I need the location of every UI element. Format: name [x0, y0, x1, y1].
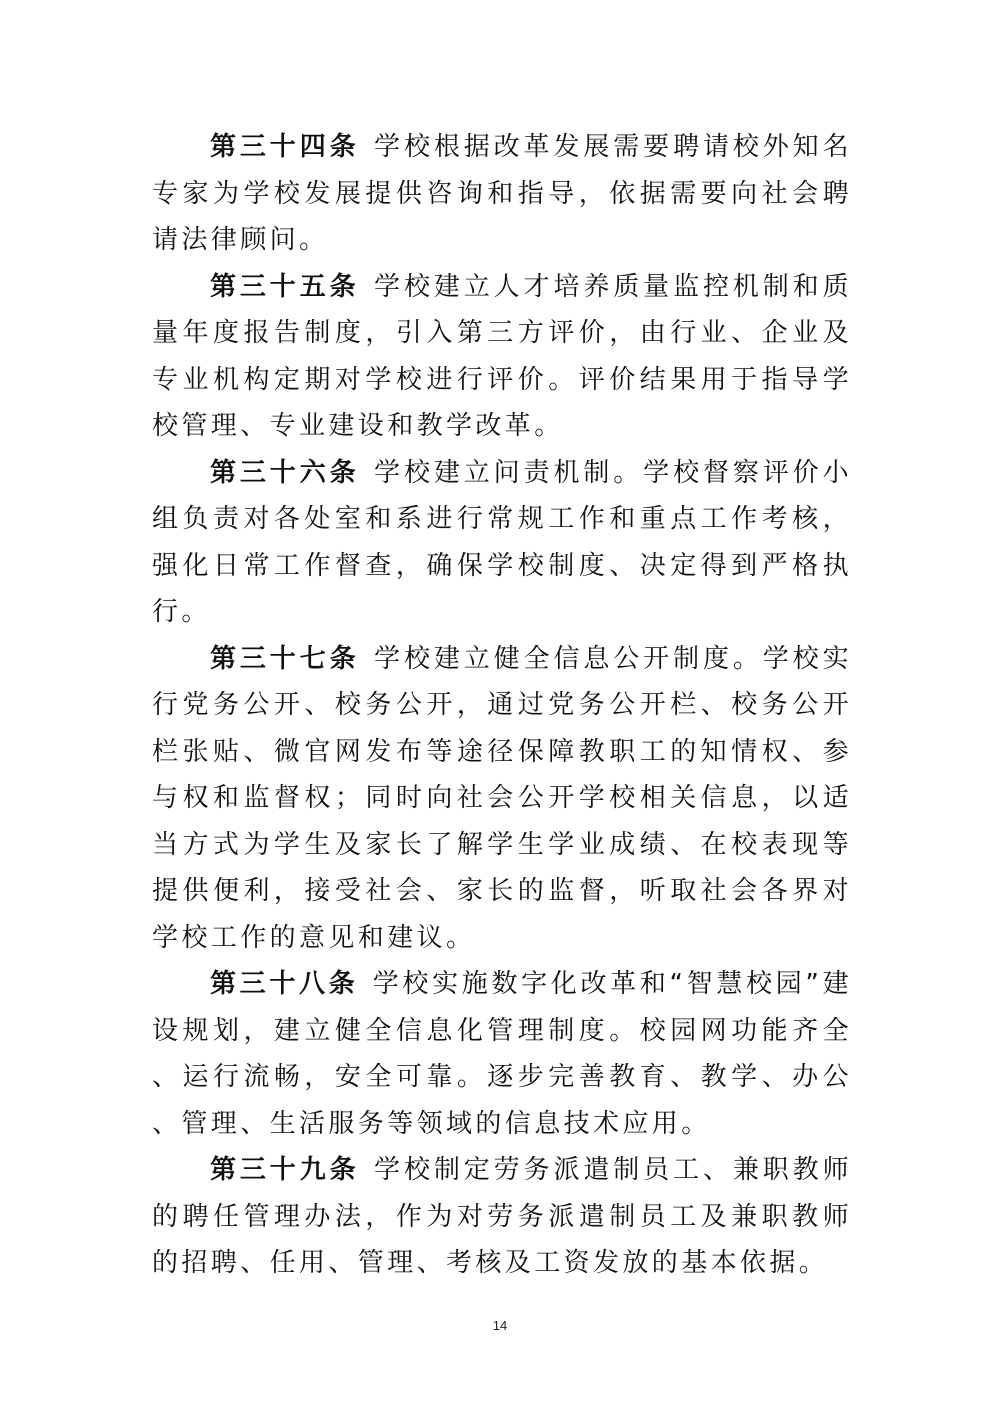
- article-text: 学校制定劳务派遣制员工、兼职教师的聘任管理办法，作为对劳务派遣制员工及兼职教师的招聘、任用、管理、考核及工资发放的基本依据。: [152, 1155, 852, 1278]
- article-35: [152, 264, 852, 450]
- article-number: 第三十七条: [210, 643, 360, 674]
- article-text: 学校建立健全信息公开制度。学校实行党务公开、校务公开，通过党务公开栏、校务公开栏张贴、微官网发布等途径保障教职工的知情权、参与权和监督权；同时向社会公开学校相关信息，以适当方式为学生及家长了解学生学业成绩、在校表现等提供便利，接受社会、家长的监督，听取社会各界对学校工作的意见和建议。: [152, 643, 852, 953]
- article-39: [152, 1147, 852, 1287]
- article-text: 学校建立问责机制。学校督察评价小组负责对各处室和系进行常规工作和重点工作考核，强化日常工作督查，确保学校制度、决定得到严格执行。: [152, 457, 852, 627]
- page-number: 14: [492, 1318, 508, 1333]
- article-37: [152, 636, 852, 962]
- article-number: 第三十九条: [210, 1155, 360, 1185]
- article-36: [152, 450, 852, 636]
- article-text: 学校根据改革发展需要聘请校外知名专家为学校发展提供咨询和指导，依据需要向社会聘请法律顾问。: [152, 132, 852, 255]
- article-text: 学校实施数字化改革和“智慧校园”建设规划，建立健全信息化管理制度。校园网功能齐全、运行流畅，安全可靠。逐步完善教育、教学、办公、管理、生活服务等领域的信息技术应用。: [152, 969, 852, 1139]
- article-number: 第三十五条: [210, 271, 360, 302]
- article-text: 学校建立人才培养质量监控机制和质量年度报告制度，引入第三方评价，由行业、企业及专业机构定期对学校进行评价。评价结果用于指导学校管理、专业建设和教学改革。: [152, 271, 852, 441]
- article-number: 第三十八条: [210, 969, 359, 999]
- document-body: [152, 124, 852, 1287]
- article-number: 第三十四条: [210, 132, 360, 162]
- article-34: [152, 124, 852, 264]
- article-number: 第三十六条: [210, 457, 360, 488]
- article-38: [152, 961, 852, 1147]
